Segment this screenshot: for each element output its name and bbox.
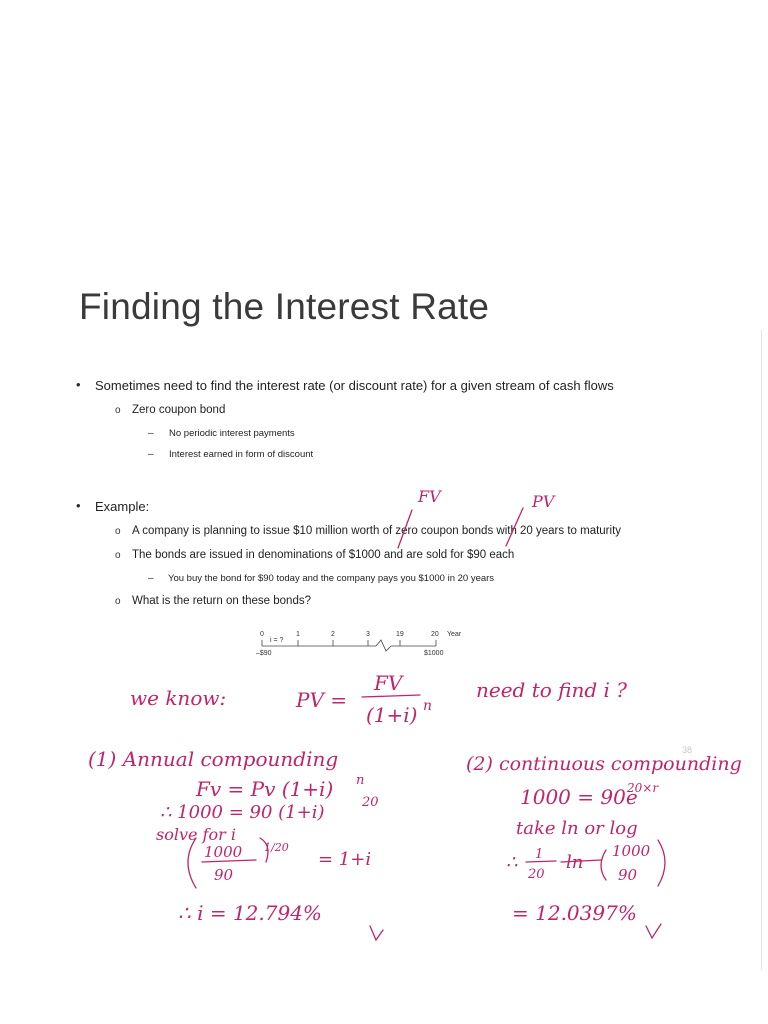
continuous-coef-num: 1 (535, 847, 544, 862)
annual-heading: (1) Annual compounding (88, 747, 339, 771)
annual-line1-exp: n (356, 773, 365, 788)
timeline-start-value: –$90 (256, 650, 272, 657)
continuous-line1: 1000 = 90e (520, 785, 638, 809)
timeline-rate-label: i = ? (270, 637, 284, 644)
annual-line3: solve for i (156, 825, 236, 844)
pv-exponent: n (423, 698, 433, 714)
page-title: Finding the Interest Rate (79, 286, 490, 327)
annual-result: ∴ i = 12.794% (178, 901, 322, 925)
bullet-marker: • (76, 377, 81, 392)
annual-frac-den: 90 (214, 866, 234, 884)
timeline-tick-1: 1 (296, 631, 300, 638)
need-to-find-text: need to find i ? (476, 678, 628, 702)
annual-frac-num: 1000 (204, 843, 243, 861)
dash-marker: – (148, 449, 154, 460)
dash-marker: – (148, 428, 154, 439)
continuous-frac-num: 1000 (612, 842, 651, 860)
continuous-lead: ∴ (506, 852, 518, 873)
sub-bullet-marker: o (115, 596, 121, 607)
continuous-frac-den: 90 (618, 866, 638, 884)
item-you-buy: You buy the bond for $90 today and the company pays you $1000 in 20 years (168, 573, 495, 584)
item-denominations: The bonds are issued in denominations of $1000 and are sold for $90 each (132, 549, 515, 561)
sub-bullet-zero-coupon: Zero coupon bond (132, 404, 226, 416)
fv-annotation: FV (418, 487, 441, 506)
pv-numerator: FV (374, 671, 403, 695)
continuous-result: = 12.0397% (512, 901, 637, 925)
annual-line2-exp: 20 (362, 795, 379, 810)
annual-frac-exp: 1/20 (264, 841, 289, 854)
pv-lhs: PV = (296, 688, 348, 712)
item-interest-discount: Interest earned in form of discount (169, 449, 314, 460)
bullet-text-find-rate: Sometimes need to find the interest rate (or discount rate) for a given stream of cash flows (95, 378, 614, 393)
timeline-tick-2: 2 (331, 631, 335, 638)
timeline-tick-3: 3 (366, 631, 370, 638)
continuous-ln: ln (566, 852, 584, 873)
page-number: 38 (682, 745, 693, 755)
annual-rhs: = 1+i (318, 849, 372, 870)
sub-bullet-marker: o (115, 550, 121, 561)
timeline-tick-20: 20 (431, 631, 439, 638)
bullet-marker: • (76, 498, 81, 513)
we-know-text: we know: (130, 686, 227, 710)
item-company-issue: A company is planning to issue $10 million worth of zero coupon bonds with 20 years to maturity (132, 525, 622, 537)
annual-line2: ∴ 1000 = 90 (1+i) (160, 802, 325, 823)
timeline-tick-0: 0 (260, 631, 264, 638)
sub-bullet-marker: o (115, 405, 121, 416)
pv-denominator: (1+i) (366, 703, 418, 727)
annual-line1: Fv = Pv (1+i) (196, 777, 334, 801)
sub-bullet-marker: o (115, 526, 121, 537)
timeline-year-label: Year (447, 631, 462, 638)
continuous-line1-exp: 20×r (627, 781, 659, 795)
item-no-periodic: No periodic interest payments (169, 428, 295, 439)
timeline-tick-19: 19 (396, 631, 404, 638)
continuous-heading: (2) continuous compounding (466, 753, 742, 775)
timeline-end-value: $1000 (424, 650, 444, 657)
item-return-question: What is the return on these bonds? (132, 595, 311, 607)
bullet-text-example: Example: (95, 499, 150, 514)
continuous-line2: take ln or log (516, 818, 638, 839)
continuous-coef-den: 20 (528, 867, 545, 882)
dash-marker: – (148, 573, 154, 584)
pv-annotation: PV (532, 492, 555, 511)
